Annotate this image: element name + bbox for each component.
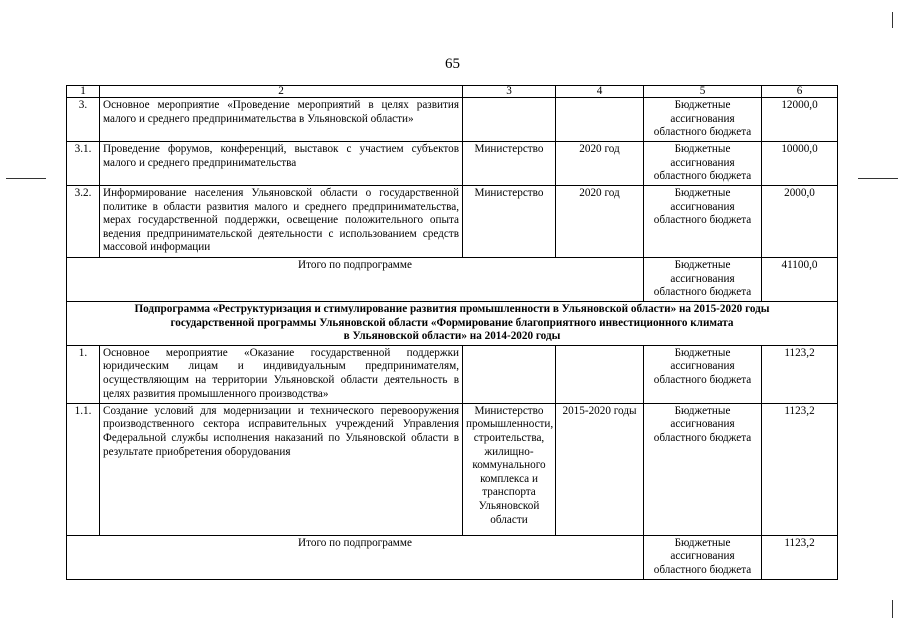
funding-source: Бюджетные ассигнования областного бюджета — [644, 186, 762, 258]
amount: 1123,2 — [762, 345, 838, 403]
activity-description: Создание условий для модернизации и технического перевооружения производственного сектора исправительных учреждений Управления Федеральной службы исполнения наказаний по Ульяновской области в результате приобретения оборудования — [100, 403, 463, 535]
section-header-row — [67, 302, 838, 346]
col-number-3: 3 — [463, 86, 556, 98]
budget-table — [66, 85, 838, 580]
scan-mark-left — [6, 178, 46, 179]
executor — [463, 98, 556, 142]
executor: Министерство промышленности, строительства, жилищно-коммунального комплекса и транспорта Ульяновской области — [463, 403, 556, 535]
funding-source: Бюджетные ассигнования областного бюджета — [644, 258, 762, 302]
executor: Министерство — [463, 142, 556, 186]
col-number-2: 2 — [100, 86, 463, 98]
term: 2015-2020 годы — [556, 403, 644, 535]
funding-source: Бюджетные ассигнования областного бюджета — [644, 535, 762, 579]
scan-mark-right — [858, 178, 898, 179]
executor: Министерство — [463, 186, 556, 258]
amount: 2000,0 — [762, 186, 838, 258]
col-number-5: 5 — [644, 86, 762, 98]
funding-source: Бюджетные ассигнования областного бюджета — [644, 345, 762, 403]
amount: 12000,0 — [762, 98, 838, 142]
row-number: 1. — [67, 345, 100, 403]
term — [556, 98, 644, 142]
col-number-6: 6 — [762, 86, 838, 98]
column-number-row — [67, 86, 838, 98]
col-number-1: 1 — [67, 86, 100, 98]
table-row — [67, 403, 838, 535]
table-row — [67, 98, 838, 142]
funding-source: Бюджетные ассигнования областного бюджета — [644, 142, 762, 186]
activity-description: Информирование населения Ульяновской области о государственной политике в области развития малого и среднего предпринимательства, мерах государственной поддержки, освещение положительного опыта ведения предпринимательской деятельности с использованием средств массовой информации — [100, 186, 463, 258]
row-number: 3. — [67, 98, 100, 142]
amount: 1123,2 — [762, 403, 838, 535]
term: 2020 год — [556, 142, 644, 186]
term: 2020 год — [556, 186, 644, 258]
subprogram-title-line-1: Подпрограмма «Реструктуризация и стимулирование развития промышленности в Ульяновской области» на 2015-2020 годы — [134, 303, 770, 315]
subtotal-row — [67, 535, 838, 579]
scan-mark-right-top — [892, 12, 893, 28]
table-row — [67, 142, 838, 186]
subprogram-title-line-2: государственной программы Ульяновской области «Формирование благоприятного инвестиционного климата — [170, 316, 734, 329]
subtotal-amount: 1123,2 — [762, 535, 838, 579]
row-number: 3.2. — [67, 186, 100, 258]
activity-description: Основное мероприятие «Проведение мероприятий в целях развития малого и среднего предпринимательства в Ульяновской области» — [100, 98, 463, 142]
term — [556, 345, 644, 403]
subtotal-amount: 41100,0 — [762, 258, 838, 302]
table-row — [67, 345, 838, 403]
table-row — [67, 186, 838, 258]
executor — [463, 345, 556, 403]
subtotal-label: Итого по подпрограмме — [67, 258, 644, 302]
subprogram-title — [67, 302, 838, 346]
page-number: 65 — [445, 56, 460, 72]
activity-description: Проведение форумов, конференций, выставок с участием субъектов малого и среднего предпринимательства — [100, 142, 463, 186]
activity-description: Основное мероприятие «Оказание государственной поддержки юридическим лицам и индивидуальным предпринимателям, осуществляющим на территории Ульяновской области деятельность в целях развития промышленного производства» — [100, 345, 463, 403]
subtotal-row — [67, 258, 838, 302]
scan-mark-right-bottom — [892, 600, 893, 618]
col-number-4: 4 — [556, 86, 644, 98]
subprogram-title-line-3: в Ульяновской области» на 2014-2020 годы — [343, 330, 561, 343]
subtotal-label: Итого по подпрограмме — [67, 535, 644, 579]
row-number: 1.1. — [67, 403, 100, 535]
amount: 10000,0 — [762, 142, 838, 186]
funding-source: Бюджетные ассигнования областного бюджета — [644, 403, 762, 535]
funding-source: Бюджетные ассигнования областного бюджета — [644, 98, 762, 142]
row-number: 3.1. — [67, 142, 100, 186]
